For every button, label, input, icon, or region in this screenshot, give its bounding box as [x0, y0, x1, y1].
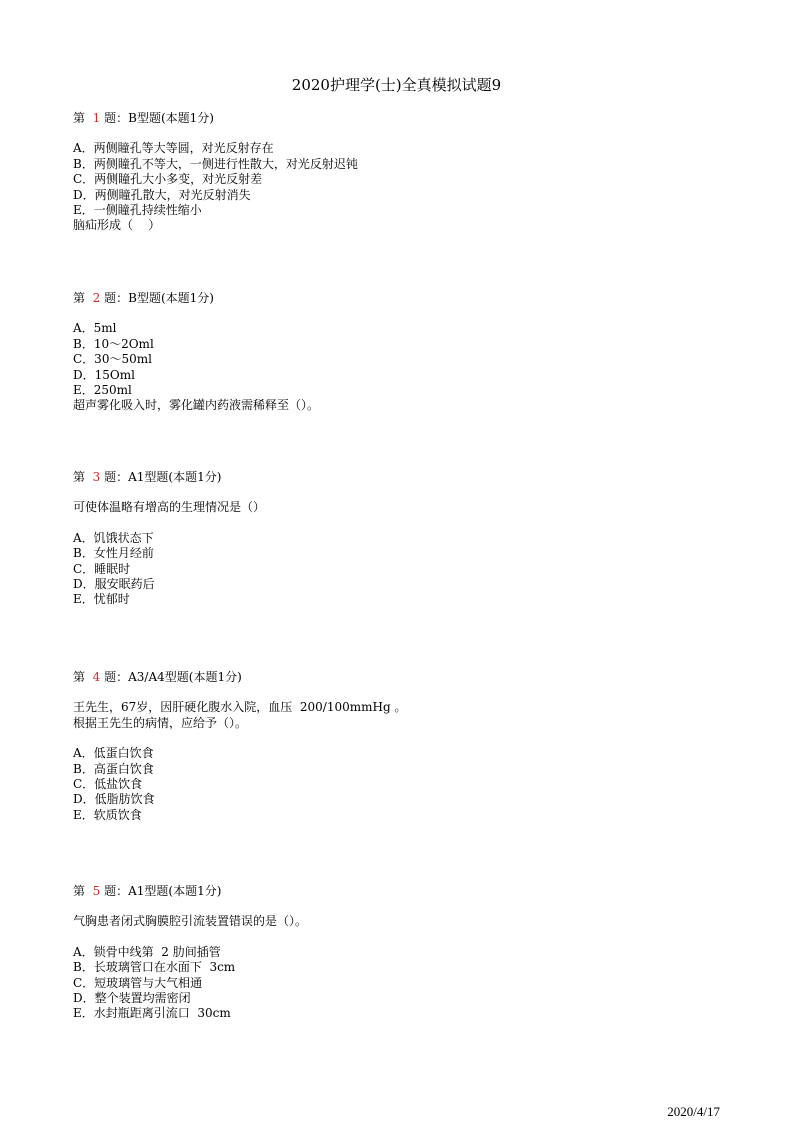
- question-type: 题：A1型题(本题1分): [104, 470, 222, 484]
- option-d: D．整个装置均需密闭: [73, 991, 191, 1006]
- option-d: D．服安眠药后: [73, 577, 155, 592]
- question-5: [73, 884, 733, 1022]
- question-type: 题：B型题(本题1分): [104, 291, 214, 305]
- option-e: E．一侧瞳孔持续性缩小: [73, 203, 202, 218]
- option-e: E．水封瓶距离引流口 30cm: [73, 1006, 231, 1021]
- question-prefix: 第: [73, 470, 86, 484]
- option-a: A．5ml: [73, 321, 117, 336]
- question-prefix: 第: [73, 111, 86, 125]
- question-header: [73, 291, 733, 306]
- question-stem: 可使体温略有增高的生理情况是（）: [73, 500, 266, 515]
- question-prefix: 第: [73, 291, 86, 305]
- question-type: 题：B型题(本题1分): [104, 111, 214, 125]
- question-number: 1: [92, 111, 101, 125]
- option-d: D．低脂肪饮食: [73, 792, 155, 807]
- option-c: C．低盐饮食: [73, 777, 143, 792]
- question-number: 2: [92, 291, 101, 305]
- question-stem: 气胸患者闭式胸膜腔引流装置错误的是（）。: [73, 914, 308, 929]
- question-1: [73, 111, 733, 234]
- option-b: B．女性月经前: [73, 546, 154, 561]
- question-type: 题：A1型题(本题1分): [104, 884, 222, 898]
- question-prefix: 第: [73, 884, 86, 898]
- option-b: B．高蛋白饮食: [73, 761, 154, 776]
- option-c: C．两侧瞳孔大小多变，对光反射差: [73, 172, 263, 187]
- question-header: [73, 884, 733, 899]
- question-type: 题：A3/A4型题(本题1分): [104, 670, 242, 684]
- option-a: A．两侧瞳孔等大等圆，对光反射存在: [73, 141, 274, 156]
- option-e: E．忧郁时: [73, 592, 130, 607]
- footer-date: 2020/4/17: [667, 1104, 720, 1119]
- question-number: 3: [92, 470, 101, 484]
- question-stem: 王先生，67岁，因肝硬化腹水入院，血压 200/100mmHg 。 根据王先生的病情，应给予（）。: [73, 700, 407, 730]
- question-stem: 脑疝形成（ ）: [73, 218, 161, 233]
- question-header: [73, 670, 733, 685]
- question-4: [73, 670, 733, 823]
- option-b: B．长玻璃管口在水面下 3cm: [73, 960, 236, 975]
- option-e: E．250ml: [73, 383, 132, 398]
- option-d: D．两侧瞳孔散大，对光反射消失: [73, 187, 251, 202]
- question-stem: 超声雾化吸入时，雾化罐内药液需稀释至（）。: [73, 398, 320, 413]
- option-a: A．饥饿状态下: [73, 530, 154, 545]
- question-number: 4: [92, 670, 101, 684]
- document-title: 2020护理学(士)全真模拟试题9: [291, 76, 502, 94]
- question-header: [73, 470, 733, 485]
- option-c: C．短玻璃管与大气相通: [73, 975, 203, 990]
- question-number: 5: [92, 884, 101, 898]
- option-a: A．锁骨中线第 2 肋间插管: [73, 944, 221, 959]
- question-prefix: 第: [73, 670, 86, 684]
- option-c: C．睡眠时: [73, 561, 131, 576]
- option-b: B．10～2Oml: [73, 336, 154, 351]
- question-header: [73, 111, 733, 126]
- option-c: C．30～50ml: [73, 352, 152, 367]
- option-e: E．软质饮食: [73, 807, 142, 822]
- question-3: [73, 470, 733, 608]
- option-b: B．两侧瞳孔不等大，一侧进行性散大，对光反射迟钝: [73, 156, 358, 171]
- option-a: A．低蛋白饮食: [73, 746, 154, 761]
- option-d: D．15Oml: [73, 367, 135, 382]
- question-2: [73, 291, 733, 414]
